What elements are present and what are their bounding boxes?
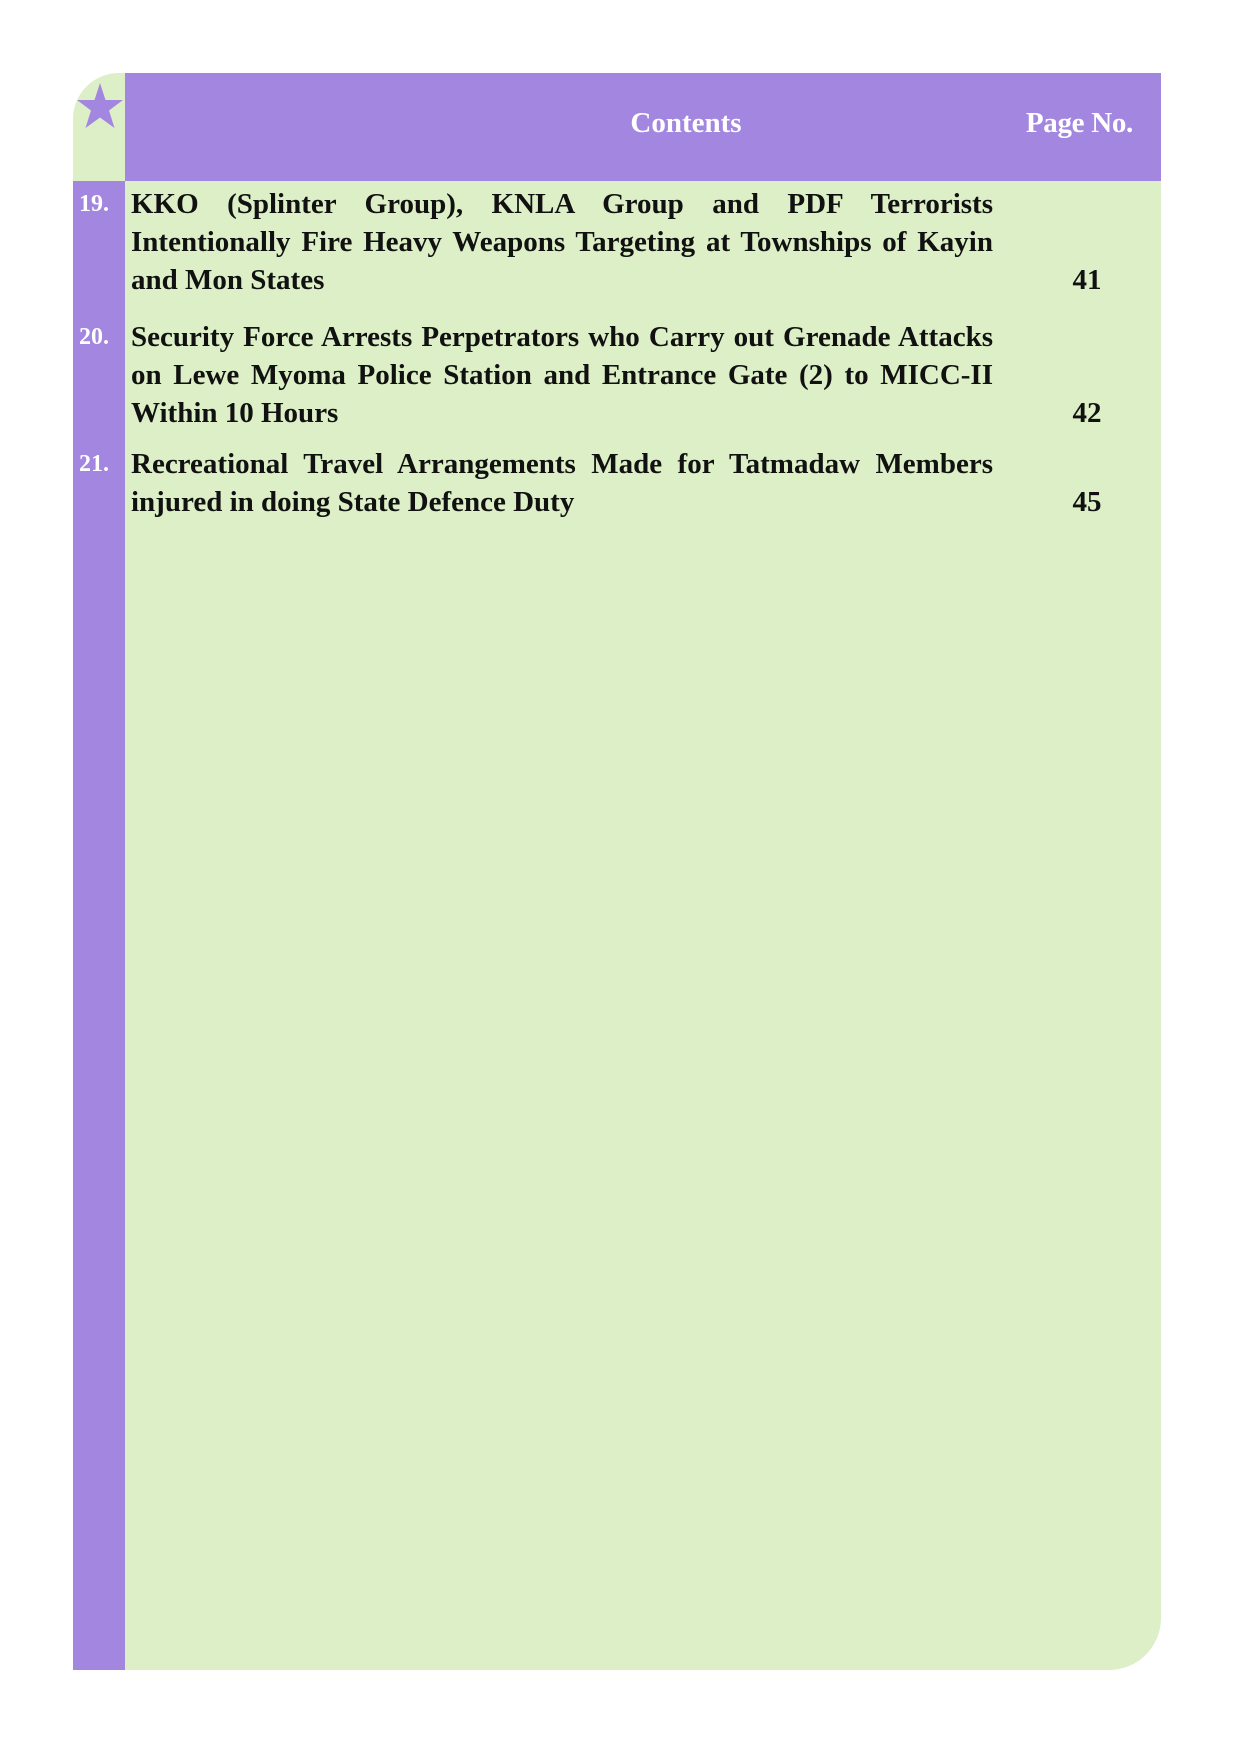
- contents-heading: Contents: [630, 107, 742, 139]
- entry-number: 21.: [79, 451, 109, 477]
- entry-title: Recreational Travel Arrangements Made for Tatmadaw Members injured in doing State Defence Duty: [131, 448, 993, 518]
- contents-entry[interactable]: [73, 445, 1161, 525]
- contents-entry[interactable]: [73, 185, 1161, 305]
- star-icon: [77, 81, 123, 133]
- contents-header-bar: [125, 73, 1161, 181]
- entry-page-number: 41: [1072, 264, 1102, 296]
- entry-number: 20.: [79, 324, 109, 350]
- entry-title: KKO (Splinter Group), KNLA Group and PDF Terrorists Intentionally Fire Heavy Weapons Targeting at Townships of Kayin and Mon States: [131, 188, 993, 296]
- entry-page-number: 42: [1072, 397, 1102, 429]
- contents-panel: [73, 73, 1161, 1670]
- entry-number: 19.: [79, 191, 109, 217]
- page-no-heading: Page No.: [1025, 107, 1133, 139]
- contents-entry[interactable]: [73, 318, 1161, 438]
- entry-title: Security Force Arrests Perpetrators who Carry out Grenade Attacks on Lewe Myoma Police Station and Entrance Gate (2) to MICC-II Within 10 Hours: [131, 321, 993, 429]
- entry-page-number: 45: [1072, 486, 1102, 518]
